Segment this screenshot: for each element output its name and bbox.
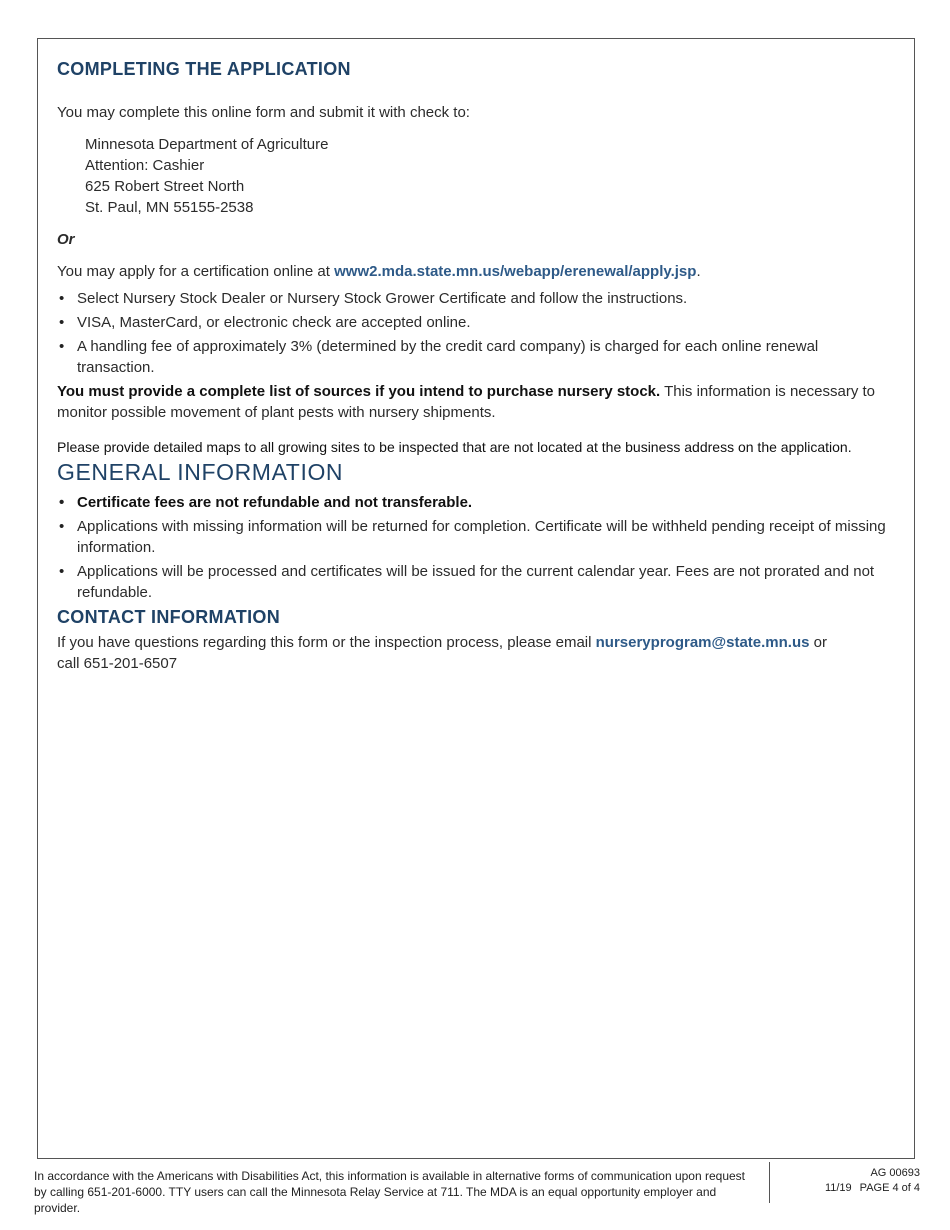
- contact-phone: call 651-201-6507: [57, 655, 178, 672]
- apply-online-link[interactable]: www2.mda.state.mn.us/webapp/erenewal/apply.jsp: [334, 263, 697, 280]
- apply-prefix: You may apply for a certification online at: [57, 263, 335, 280]
- contact-paragraph: [57, 632, 837, 674]
- sources-paragraph: [57, 381, 897, 423]
- list-item: • Applications will be processed and certificates will be issued for the current calendar year. Fees are not prorated and not refundable.: [57, 561, 897, 603]
- list-item: • Select Nursery Stock Dealer or Nursery Stock Grower Certificate and follow the instructions.: [57, 288, 897, 309]
- sources-rest-text: This information is necessary to monitor possible movement of plant pests with nursery shipments.: [57, 383, 875, 421]
- contact-mid: or: [809, 634, 827, 651]
- list-item: • Certificate fees are not refundable and not transferable.: [57, 492, 897, 513]
- list-item: • Applications with missing information will be returned for completion. Certificate will be withheld pending receipt of missing information.: [57, 516, 897, 558]
- sources-bold-text: You must provide a complete list of sources if you intend to purchase nursery stock.: [57, 383, 661, 400]
- page-number: PAGE 4 of 4: [859, 1182, 920, 1194]
- contact-information-heading: CONTACT INFORMATION: [57, 607, 281, 627]
- footer-form-info: [825, 1166, 920, 1196]
- address-line: Attention: Cashier: [85, 157, 205, 174]
- online-instructions-list: [57, 288, 897, 378]
- address-line: 625 Robert Street North: [85, 178, 245, 195]
- footer-line: In accordance with the Americans with Disabilities Act, this information is available in alternative forms of communication upon request: [34, 1169, 746, 1183]
- completing-intro: You may complete this online form and submit it with check to:: [57, 104, 470, 121]
- completing-application-heading: COMPLETING THE APPLICATION: [57, 59, 351, 79]
- footer-date-page: [825, 1181, 920, 1196]
- footer-divider: [769, 1162, 770, 1203]
- contact-email-link[interactable]: nurseryprogram@state.mn.us: [595, 634, 810, 651]
- maps-paragraph: Please provide detailed maps to all growing sites to be inspected that are not located at the business address on the application.: [57, 439, 852, 455]
- contact-prefix: If you have questions regarding this form or the inspection process, please email: [57, 634, 596, 651]
- apply-online-text: [57, 261, 897, 282]
- list-item: • VISA, MasterCard, or electronic check are accepted online.: [57, 312, 897, 333]
- footer-ada-notice: [34, 1168, 749, 1216]
- apply-suffix: .: [696, 263, 701, 280]
- footer-line: by calling 651-201-6000. TTY users can call the Minnesota Relay Service at 711. The MDA is an equal opportunity employer and provider.: [34, 1185, 717, 1215]
- general-information-heading: GENERAL INFORMATION: [57, 459, 344, 485]
- form-date: 11/19: [824, 1182, 852, 1194]
- mailing-address: [85, 134, 897, 218]
- address-line: St. Paul, MN 55155-2538: [85, 199, 254, 216]
- form-number: AG 00693: [870, 1167, 920, 1179]
- address-line: Minnesota Department of Agriculture: [85, 136, 329, 153]
- or-label: Or: [57, 231, 75, 248]
- list-item: • A handling fee of approximately 3% (determined by the credit card company) is charged for each online renewal transaction.: [57, 336, 897, 378]
- general-information-list: [57, 492, 897, 603]
- main-content: [57, 58, 897, 674]
